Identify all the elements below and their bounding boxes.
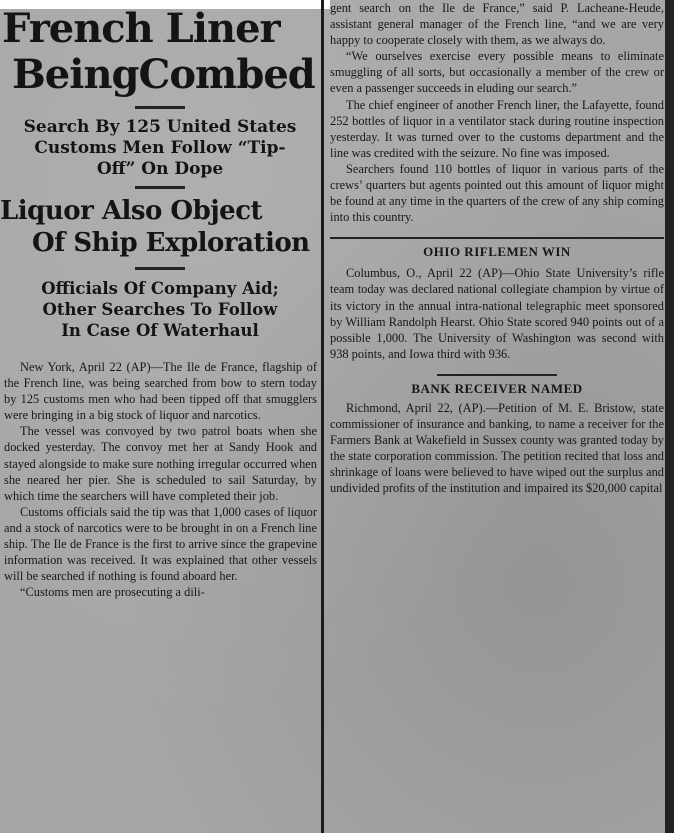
deck-two-line-2: Of Ship Exploration — [32, 228, 310, 258]
bank-heading: BANK RECEIVER NAMED — [411, 380, 583, 396]
deck-one-line-1: Search By 125 United States — [23, 117, 297, 137]
deck-three-line-3: In Case Of Waterhaul — [61, 321, 259, 340]
deck-rule-2 — [135, 267, 185, 270]
story-paragraph: “Customs men are prosecuting a dili- — [20, 585, 205, 600]
main-headline — [0, 6, 320, 98]
deck-two-line-1: Liquor Also Object — [0, 196, 263, 226]
headline-line-2: BeingCombed — [12, 51, 315, 98]
column-rule — [321, 0, 324, 833]
story-paragraph: Richmond, April 22, (AP).—Petition of M. E. Bristow, state commissioner of insurance and banking, to name a receiver for the Farmers Bank at Wakefield in Sussex county was granted today by the state corporation commission. The petition recited that loss and shrinkage of loans were believed to have wiped out the surplus and undivided profits of the institution and impaired its $20,000 capital — [330, 400, 664, 496]
deck-one — [0, 117, 320, 180]
ohio-heading: OHIO RIFLEMEN WIN — [423, 244, 571, 260]
deck-three-line-1: Officials Of Company Aid; — [41, 279, 279, 298]
deck-three-line-2: Other Searches To Follow — [42, 300, 278, 319]
story-paragraph: “We ourselves exercise every possible means to eliminate smuggling of all sorts, but occasionally a member of the crew or even a passenger succeeds in eluding our search.” — [330, 49, 664, 96]
deck-one-line-3: Off” On Dope — [96, 159, 224, 179]
deck-one-line-2: Customs Men Follow “Tip- — [34, 138, 286, 158]
continued-story — [330, 0, 664, 225]
story-paragraph: gent search on the Ile de France,” said P. Lacheane-Heude, assistant general manager of the French line, “and we are very happy to cooperate closely with them, as we always do. — [330, 1, 664, 48]
left-story — [0, 359, 320, 600]
story-paragraph: The chief engineer of another French liner, the Lafayette, found 252 bottles of liquor in a ventilator stack during routine inspection yesterday. It was turned over to the customs department and the line was credited with the seizure. No fine was imposed. — [330, 97, 664, 160]
section-rule — [330, 237, 664, 239]
deck-three — [0, 278, 320, 341]
right-column — [330, 0, 664, 833]
section-rule — [437, 374, 557, 376]
left-column — [0, 6, 320, 833]
ohio-story — [330, 265, 664, 362]
dark-edge — [665, 0, 674, 833]
bank-story — [330, 400, 664, 497]
story-paragraph: Searchers found 110 bottles of liquor in various parts of the crews’ quarters but agents pointed out this amount of liquor might be found at any time in the quarters of the crew of any ship coming into this country. — [330, 161, 664, 225]
story-paragraph: The vessel was convoyed by two patrol boats when she docked yesterday. The convoy met her at Sandy Hook and stayed alongside to make sure nothing irregular occurred when she neared her pier. She is scheduled to sail Saturday, by which time the searchers will have completed their job. — [4, 424, 317, 503]
headline-rule — [135, 106, 185, 109]
deck-rule-1 — [135, 186, 185, 189]
story-paragraph: Customs officials said the tip was that 1,000 cases of liquor and a stock of narcotics were to be brought in on a French line ship. The Ile de France is the first to arrive since the grapevine information was received. It was explained that other vessels will be searched if nothing is found aboard her. — [4, 504, 317, 584]
story-paragraph: Columbus, O., April 22 (AP)—Ohio State University’s rifle team today was declared national collegiate champion by virtue of its victory in the annual intra-national telegraphic meet sponsored by William Randolph Hearst. Ohio State scored 940 points out of a possible 1,000. The University of Washington was second with 938 points, and Iowa third with 936. — [330, 266, 664, 361]
deck-two — [0, 195, 320, 259]
story-paragraph: New York, April 22 (AP)—The Ile de France, flagship of the French line, was being searched from bow to stern today by 125 customs men who had been tipped off that smugglers were bringing in a big stock of liquor and narcotics. — [4, 360, 317, 423]
headline-line-1: French Liner — [2, 6, 280, 52]
